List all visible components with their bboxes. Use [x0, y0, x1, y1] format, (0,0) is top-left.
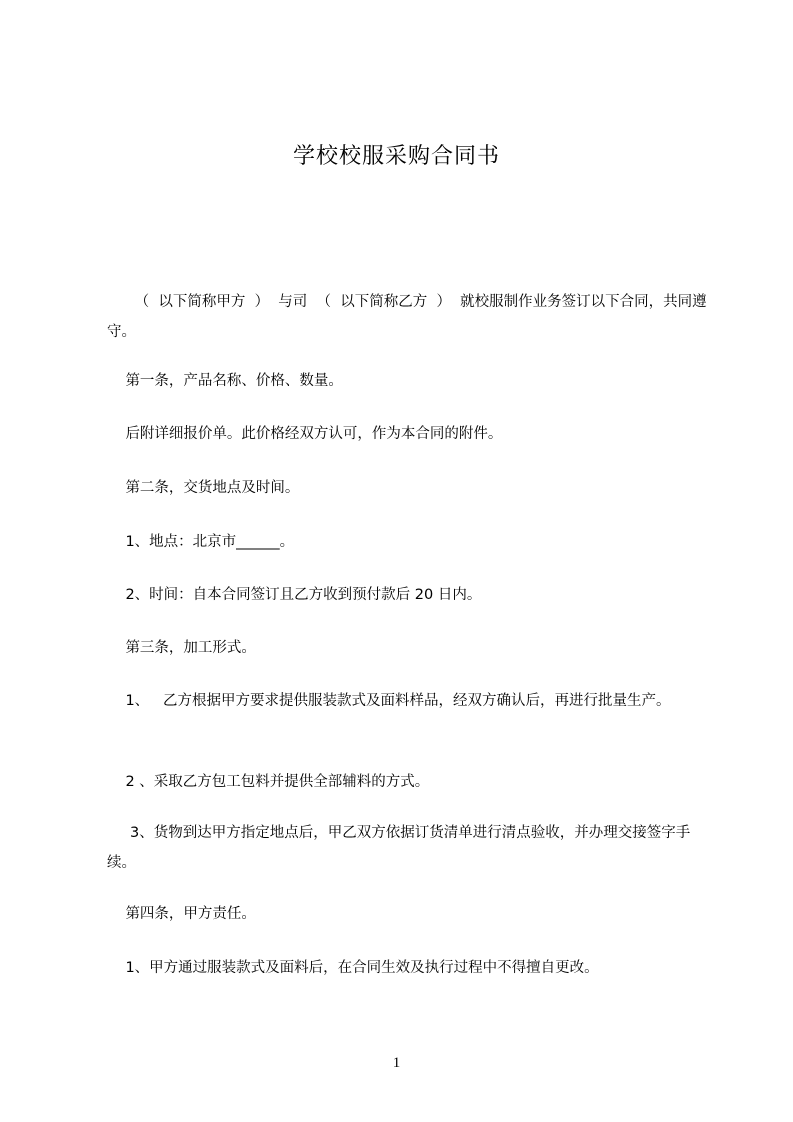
document-title: 学校校服采购合同书 — [292, 144, 500, 169]
paragraph-processing-3: 3、货物到达甲方指定地点后，甲乙双方依据订货清单进行清点验收，并办理交接签字手续。 — [107, 825, 691, 871]
paragraph-delivery-time: 2、时间：自本合同签订且乙方收到预付款后 20 日内。 — [107, 587, 482, 603]
paragraph-parties: （ 以下简称甲方 ） 与司 （ 以下简称乙方 ） 就校服制作业务签订以下合同，共同遵守。 — [107, 294, 707, 340]
paragraph-article-3-heading: 第三条，加工形式。 — [107, 640, 256, 656]
paragraph-delivery-location: 1、地点：北京市______。 — [107, 534, 295, 550]
page-number: 1 — [392, 1055, 401, 1071]
paragraph-article-2-heading: 第二条，交货地点及时间。 — [107, 480, 300, 496]
paragraph-article-1-heading: 第一条，产品名称、价格、数量。 — [107, 373, 343, 389]
paragraph-processing-1: 1、 乙方根据甲方要求提供服装款式及面料样品，经双方确认后，再进行批量生产。 — [107, 693, 671, 709]
paragraph-party-a-duty-1: 1、甲方通过服装款式及面料后，在合同生效及执行过程中不得擅自更改。 — [107, 960, 599, 976]
paragraph-article-4-heading: 第四条，甲方责任。 — [107, 906, 256, 922]
paragraph-price-list: 后附详细报价单。此价格经双方认可，作为本合同的附件。 — [107, 426, 503, 442]
paragraph-processing-2: 2 、采取乙方包工包料并提供全部辅料的方式。 — [107, 774, 430, 790]
